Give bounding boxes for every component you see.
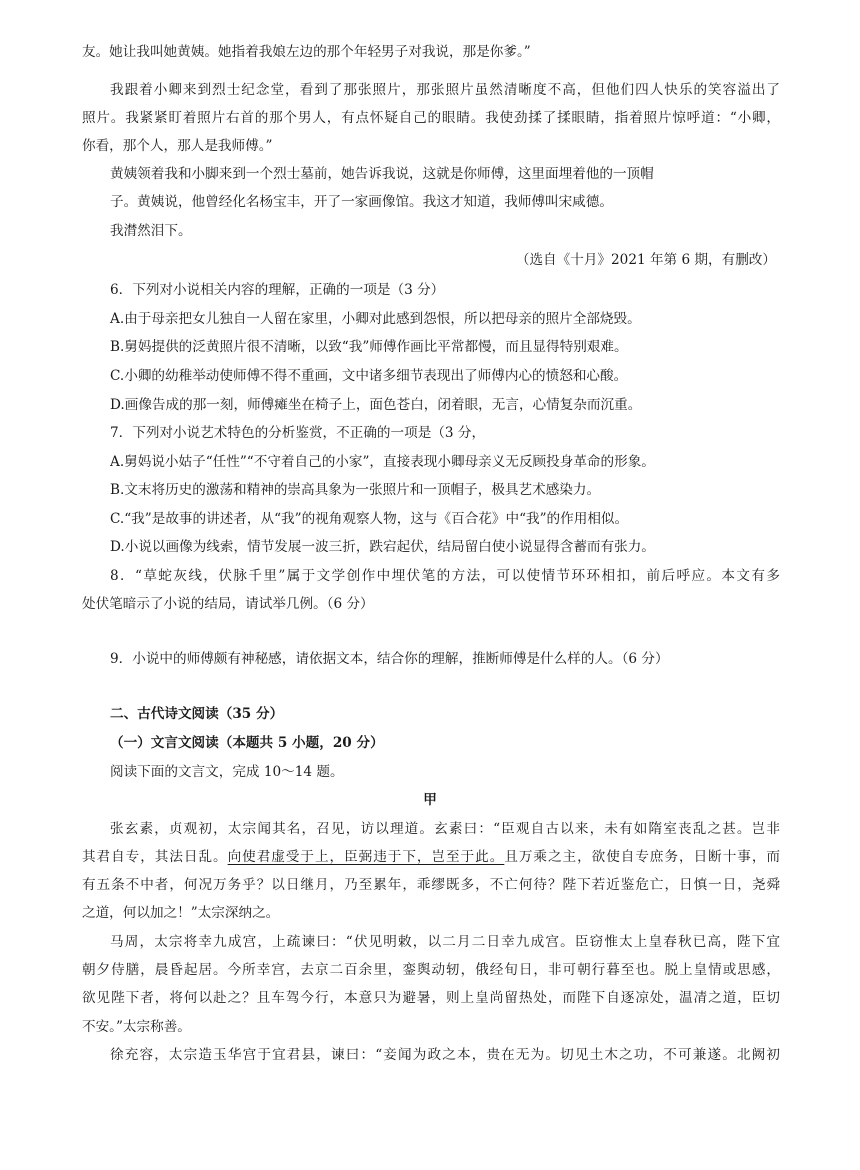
text-line: 你看，那个人，那人是我师傅。”: [82, 138, 273, 154]
passage-label: 甲: [423, 792, 437, 808]
text-line: 黄姨领着我和小脚来到一个烈士墓前，她告诉我说，这就是你师傅，这里面埋着他的一顶帽: [110, 166, 654, 182]
question-9: 9．小说中的师傅颇有神秘感，请依据文本，结合你的理解，推断师傅是什么样的人。（6 分）: [110, 651, 669, 667]
passage-line: 有五条不中者，何况万务乎？以日继月，乃至累年，乖缪既多，不亡何待？陛下若近鉴危亡，日慎一日，尧舜: [82, 877, 780, 893]
passage-line: 之道，何以加之！”太宗深纳之。: [82, 905, 280, 921]
text-line: 我潸然泪下。: [110, 223, 192, 239]
passage-line: 不安。”太宗称善。: [82, 1019, 191, 1035]
option-7d: D.小说以画像为线索，情节发展一波三折，跌宕起伏，结局留白使小说显得含蓄而有张力。: [110, 539, 655, 555]
underlined-sentence: 向使君虚受于上，臣弼违于下，岂至于此。: [227, 849, 505, 865]
option-7a: A.舅妈说小姑子“任性”“不守着自己的小家”，直接表现小卿母亲义无反顾投身革命的形象。: [110, 454, 655, 470]
option-6c: C.小卿的幼稚举动使师傅不得不重画，文中诸多细节表现出了师傅内心的愤怒和心酸。: [110, 368, 628, 384]
option-6b: B.舅妈提供的泛黄照片很不清晰，以致“我”师傅作画比平常都慢，而且显得特别艰难。: [110, 339, 628, 355]
text-line: 子。黄姨说，他曾经化名杨宝丰，开了一家画像馆。我这才知道，我师傅叫宋咸德。: [110, 194, 613, 210]
passage-line: 朝夕侍膳，晨昏起居。今所幸宫，去京二百余里，銮舆动轫，俄经旬日，非可朝行暮至也。脱上皇情或思感，: [82, 962, 780, 978]
option-7c: C.“我”是故事的讲述者，从“我”的视角观察人物，这与《百合花》中“我”的作用相似。: [110, 511, 629, 527]
passage-text: 其君自专，其法日乱。: [82, 849, 228, 865]
question-8: 8．“草蛇灰线，伏脉千里”属于文学创作中埋伏笔的方法，可以使情节环环相扣，前后呼应。本文有多: [110, 568, 780, 584]
question-7: 7．下列对小说艺术特色的分析鉴赏，不正确的一项是（3 分，: [110, 425, 486, 441]
question-6: 6．下列对小说相关内容的理解，正确的一项是（3 分）: [110, 282, 445, 298]
text-line: 照片。我紧紧盯着照片右首的那个男人，有点怀疑自己的眼睛。我使劲揉了揉眼睛，指着照片惊呼道：“小卿，: [82, 110, 780, 126]
instruction-text: 阅读下面的文言文，完成 10～14 题。: [110, 764, 344, 780]
passage-line: 马周，太宗将幸九成宫，上疏谏曰：“伏见明敕，以二月二日幸九成宫。臣窃惟太上皇春秋已高，陛下宜: [110, 934, 780, 950]
passage-line: 张玄素，贞观初，太宗闻其名，召见，访以理道。玄素曰：“臣观自古以来，未有如隋室丧乱之甚。岂非: [110, 821, 780, 837]
option-6d: D.画像告成的那一刻，师傅瘫坐在椅子上，面色苍白，闭着眼，无言，心情复杂而沉重。: [110, 397, 642, 413]
option-7b: B.文末将历史的激荡和精神的崇高具象为一张照片和一顶帽子，极具艺术感染力。: [110, 482, 601, 498]
text-line: 我跟着小卿来到烈士纪念堂，看到了那张照片，那张照片虽然清晰度不高，但他们四人快乐的笑容溢出了: [110, 82, 780, 98]
text-line: 友。她让我叫她黄姨。她指着我娘左边的那个年轻男子对我说，那是你爹。”: [82, 44, 531, 60]
subsection-heading: （一）文言文阅读（本题共 5 小题，20 分）: [110, 735, 384, 751]
passage-line: 徐充容，太宗造玉华宫于宜君县，谏曰：“妾闻为政之本，贵在无为。切见土木之功，不可兼遂。北阙初: [110, 1047, 780, 1063]
passage-line: 欲见陛下者，将何以赴之？且车驾今行，本意只为避暑，则上皇尚留热处，而陛下自逐凉处，温凊之道，臣切: [82, 990, 780, 1006]
source-citation: （选自《十月》2021 年第 6 期，有删改）: [515, 252, 776, 268]
passage-text: 且万乘之主，欲使自专庶务，日断十事，而: [504, 849, 781, 865]
passage-line: [82, 847, 780, 867]
option-6a: A.由于母亲把女儿独自一人留在家里，小卿对此感到怨恨，所以把母亲的照片全部烧毁。: [110, 311, 641, 327]
section-heading: 二、古代诗文阅读（35 分）: [110, 706, 284, 722]
question-8-cont: 处伏笔暗示了小说的结局，请试举几例。（6 分）: [82, 596, 374, 612]
